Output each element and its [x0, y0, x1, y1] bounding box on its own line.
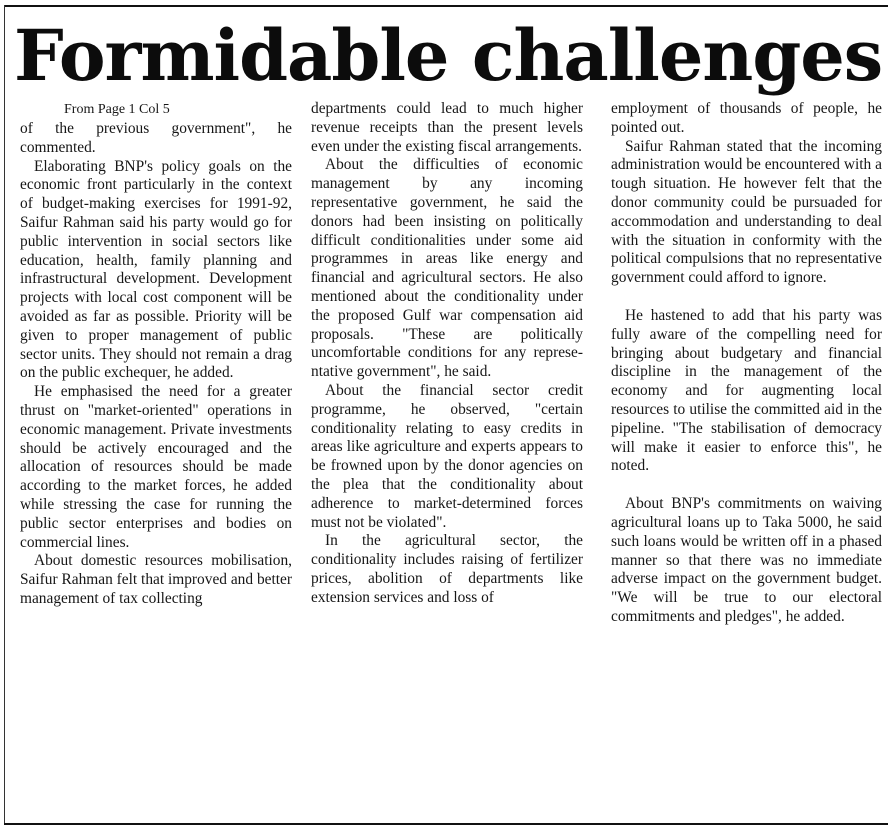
left-rule [4, 5, 5, 823]
jump-line: From Page 1 Col 5 [64, 102, 170, 117]
paragraph: He hastened to add that his party was fully aware of the compelling need for bringing about budgetary and financial discipline in the management of the economy and for augmenting local resources to utilise the committed aid in the pipeline. "The stabilisation of democracy will make it easier to enforce this", he noted. [611, 306, 882, 475]
article-column-2 [311, 100, 583, 608]
paragraph: of the previous government", he commented. [20, 120, 292, 156]
top-rule [4, 5, 888, 7]
article-column-1 [20, 100, 292, 609]
paragraph: About BNP's commitments on waiving agricultural loans up to Taka 5000, he said such loans would be written off in a phased manner so that there was no immediate adverse impact on the government budget. "We will be true to our electoral commitments and pledges", he added. [611, 495, 882, 625]
paragraph: He emphasised the need for a greater thrust on "market-oriented" operations in economic management. Private investments should be actively encouraged and the allocation of resources should be made according to the market forces, he added while stressing the case for running the public sector enterprises and bodies on commercial lines. [20, 383, 292, 551]
paragraph: About the difficulties of economic management by any incoming representative government, he said the donors had been insisting on politically difficult conditionalities under some aid programmes in areas like energy and financial and agricultural sectors. He also mentioned about the conditionality under the proposed Gulf war compensation aid proposals. "These are politically uncomfortable conditions for any represe-ntative government", he said. [311, 156, 583, 381]
paragraph: Elaborating BNP's policy goals on the economic front particularly in the context of budget-making exercises for 1991-92, Saifur Rahman said his party would go for public intervention in social sectors like education, health, family planning and infrastructural development. Development projects with local cost component will be avoided as far as possible. Priority will be given to proper management of public sector units. They should not remain a drag on the public exchequer, he added. [20, 157, 292, 382]
paragraph: In the agricultural sector, the conditionality includes raising of fertilizer prices, abolition of departments like extension services and loss of [311, 532, 583, 606]
paragraph: About domestic resources mobilisation, Saifur Rahman felt that improved and better management of tax collecting [20, 552, 292, 607]
paragraph: About the financial sector credit programme, he observed, "certain conditionality relating to easy credits in areas like agriculture and experts appears to be frowned upon by the donor agencies on the plea that the conditionality about adherence to market-determined forces must not be violated". [311, 381, 583, 531]
headline: Formidable challenges [14, 14, 883, 97]
bottom-rule [4, 823, 888, 825]
article-column-3 [611, 100, 882, 627]
paragraph: departments could lead to much higher revenue receipts than the present levels even under the existing fiscal arrangements. [311, 100, 583, 155]
paragraph: Saifur Rahman stated that the incoming administration would be encountered with a tough situation. He however felt that the donor community could be pursuaded for accommodation and understanding to deal with the situation in conformity with the political compulsions that no representative government could afford to ignore. [611, 137, 882, 287]
paragraph: employment of thousands of people, he pointed out. [611, 100, 882, 136]
